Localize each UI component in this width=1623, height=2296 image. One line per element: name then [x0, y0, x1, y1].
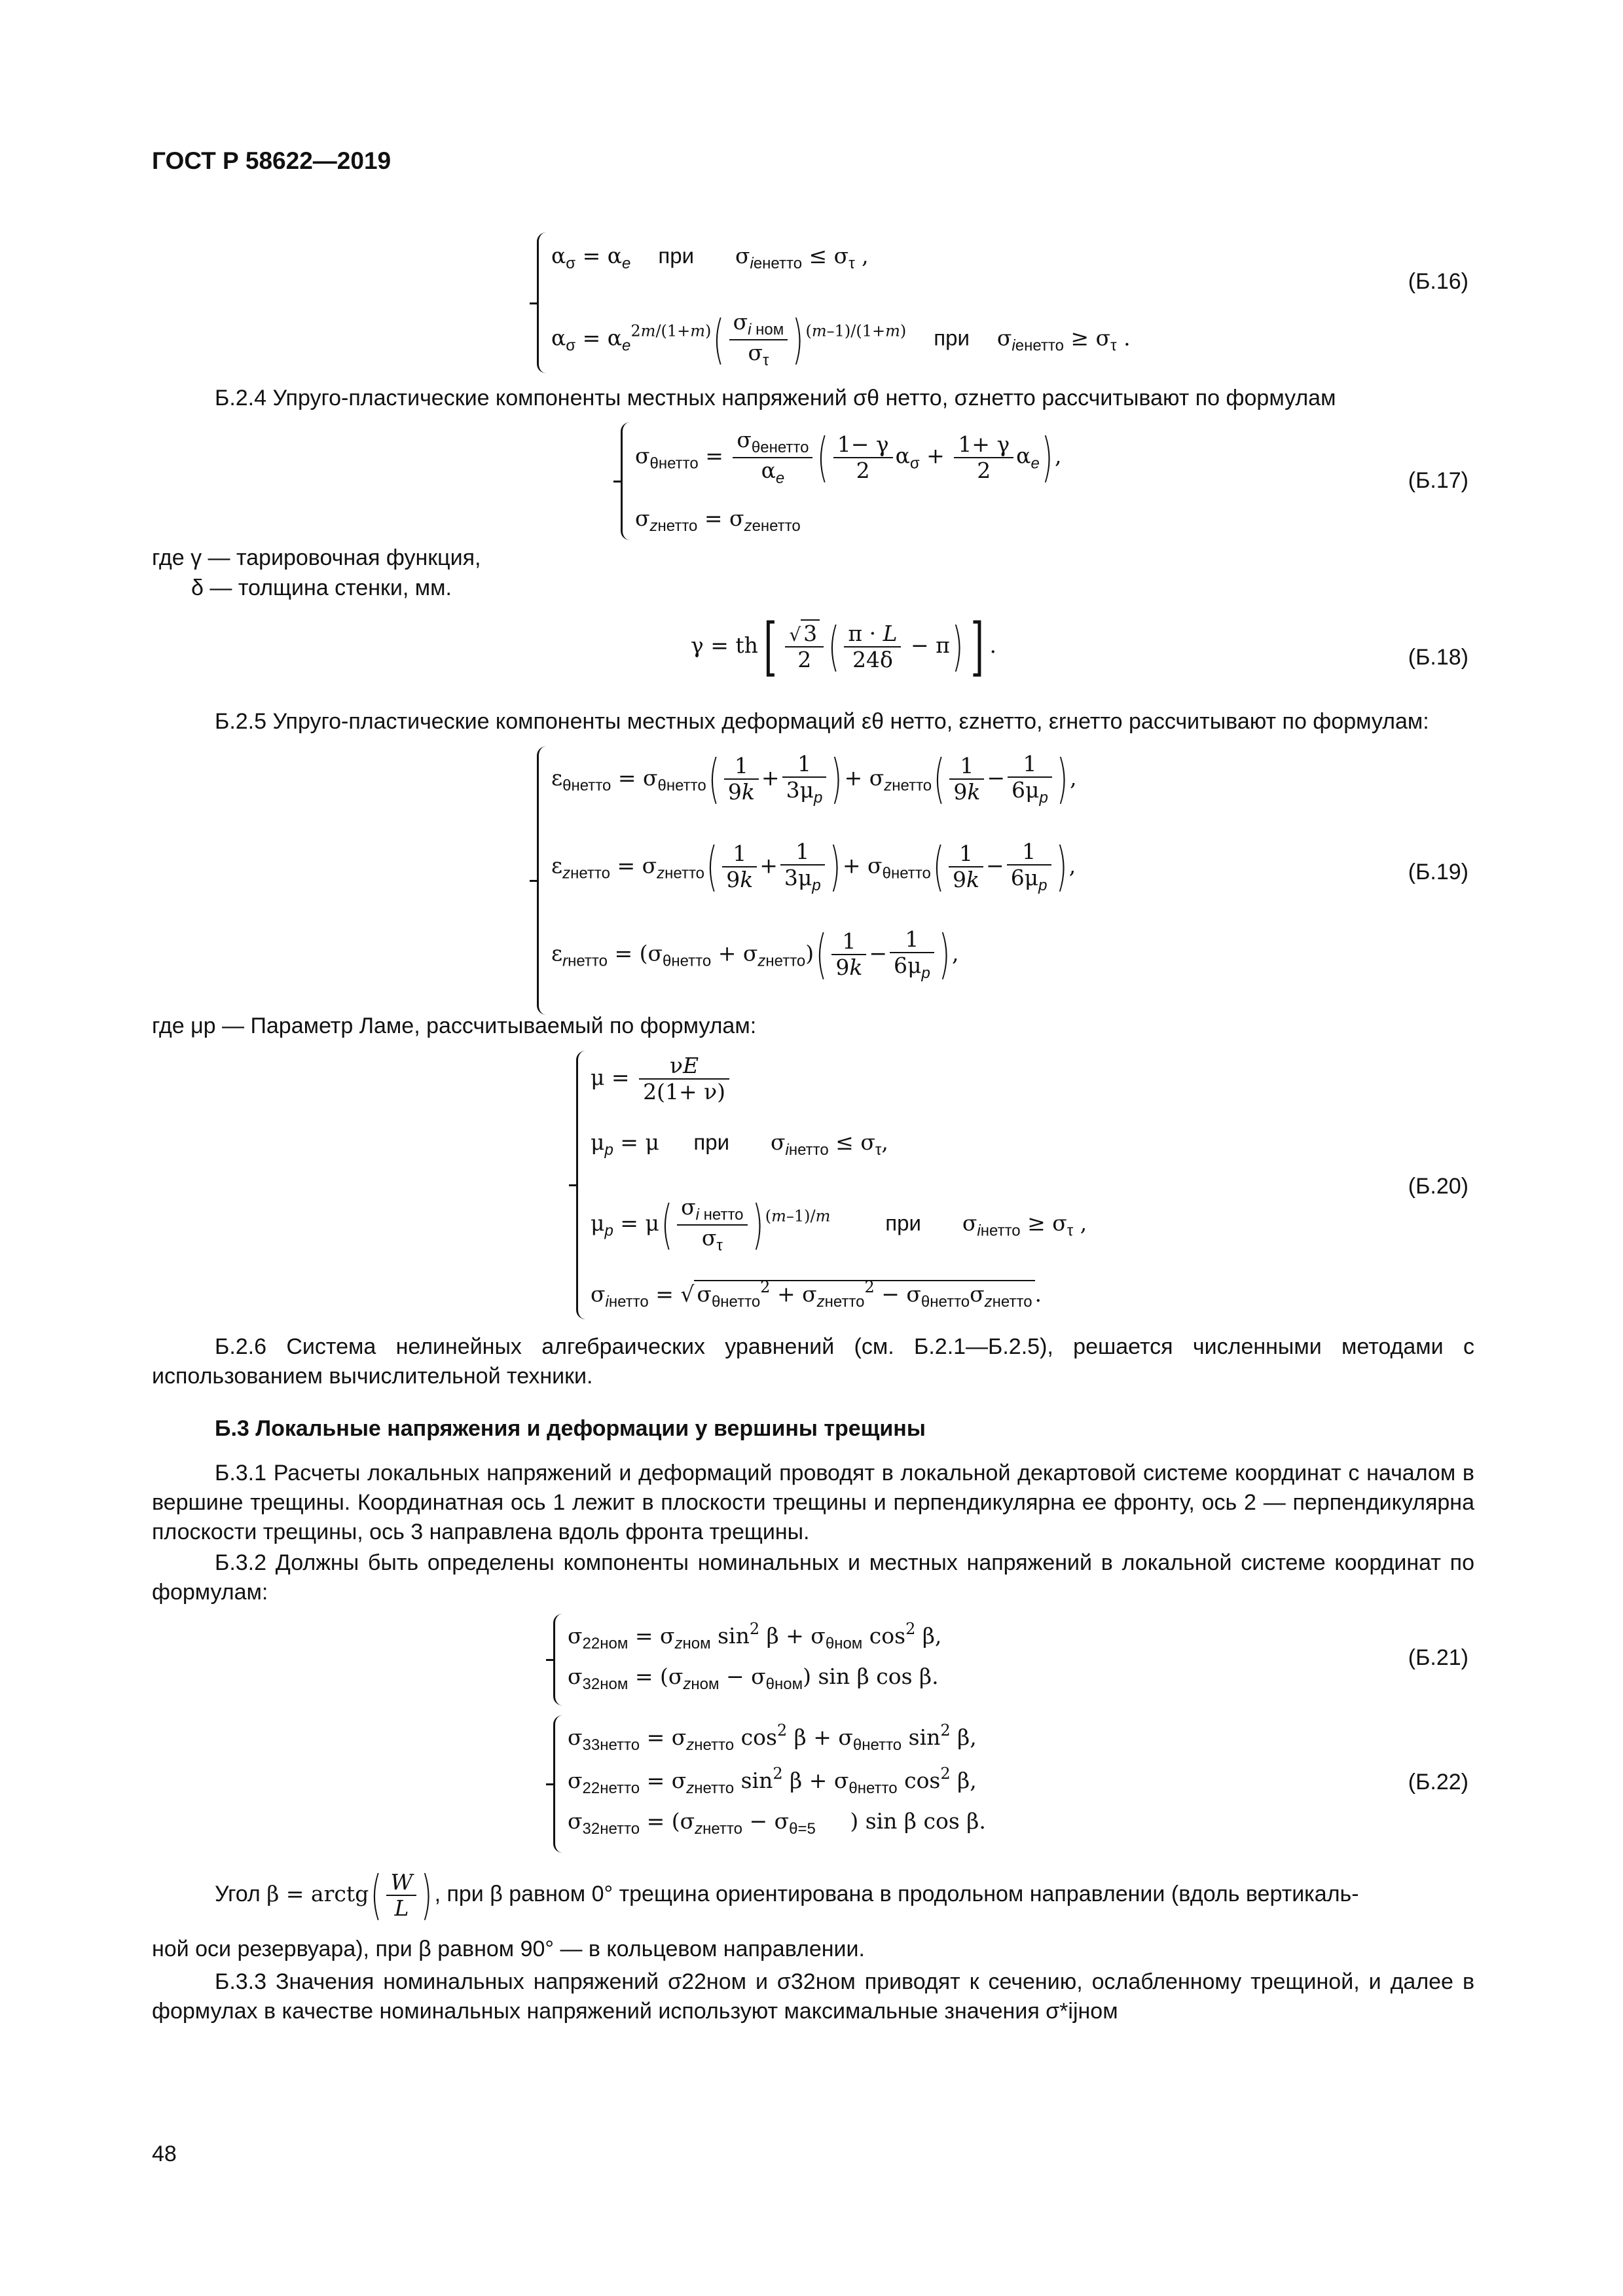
equation-b21: $\sigma_{22ном} = \sigma_{zном}$ $\sin^2 \beta + \sigma_{\theta ном}$ $\cos^2 \beta$, $\sigma_{32ном} = (\sigma_{zном} - \sigma_{\theta ном})$ sin β cos β.	[553, 1614, 1077, 1705]
equation-number-b22: (Б.22)	[1408, 1770, 1468, 1795]
angle-paragraph-continuation: ной оси резервуара), при β равном 90° — в кольцевом направлении.	[152, 1937, 865, 1961]
equation-number-b16: (Б.16)	[1408, 269, 1468, 294]
where-mu: где μp — Параметр Ламе, рассчитываемый по формулам:	[152, 1013, 757, 1038]
equation-number-b20: (Б.20)	[1408, 1174, 1468, 1199]
equation-b18: γ = th[ $\frac{√ 3}{2}$ ( $\frac{\pi \cdot L}{24\delta}$ − π) ] .	[691, 610, 996, 683]
equation-b16: $\alpha_\sigma = \alpha_e$ при $\sigma_{iенетто} \le \sigma_\tau$ , $\alpha_\sigma = \alpha_e^{2m/(1+m)}$( $\frac{\sigma_{i ном}}{\sigma_\tau}$ ) $^{(m-1)/(1+m)}$ при $\sigma_{iенетто} \ge \sigma_\tau$ .	[537, 232, 1126, 373]
equation-number-b21: (Б.21)	[1408, 1645, 1468, 1670]
section-title-b3: Б.3 Локальные напряжения и деформации у вершины трещины	[215, 1416, 926, 1441]
equation-b19: $\varepsilon_{\theta нетто} = \sigma_{\theta нетто}$( $\frac{1}{9k}$ + $\frac{1}{3\mu_p}$ )+ $\sigma_{zнетто}$( $\frac{1}{9k}$ − $\frac{1}{6\mu_p}$ ), $\varepsilon_{zнетто} = \sigma_{zнетто}$( $\frac{1}{9k}$ + $\frac{1}{3\mu_p}$ )+ $\sigma_{\theta нетто}$( $\frac{1}{9k}$ − $\frac{1}{6\mu_p}$ ), $\varepsilon_{rнетто} = (\sigma_{\theta нетто} + \sigma_{zнетто})$( $\frac{1}{9k}$ − $\frac{1}{6\mu_p}$ ),	[537, 746, 1192, 1015]
paragraph-b25: Б.2.5 Упруго-пластические компоненты местных деформаций εθ нетто, εzнетто, εrнетто рассчитывают по формулам:	[215, 709, 1429, 734]
angle-paragraph: Угол β = arctg( $\frac{W}{L}$ ), при β равном 0° трещина ориентирована в продольном направлении (вдоль вертикаль-	[215, 1865, 1359, 1925]
equation-number-b18: (Б.18)	[1408, 645, 1468, 670]
paragraph-b24: Б.2.4 Упруго-пластические компоненты местных напряжений σθ нетто, σzнетто рассчитывают по формулам	[215, 386, 1336, 410]
equation-number-b17: (Б.17)	[1408, 468, 1468, 493]
page-number: 48	[152, 2141, 177, 2166]
where-gamma: где γ — тарировочная функция,	[152, 545, 481, 570]
equation-b17: $\sigma_{\theta нетто}$ = $\frac{\sigma_{\theta енетто}}{\alpha_e}$ ( $\frac{1- \gamma}{2}$ $\alpha_\sigma$ + $\frac{1+ \gamma}{2}$ $\alpha_e$), $\sigma_{zнетто} = \sigma_{zенетто}$	[621, 422, 1144, 540]
paragraph-b31: Б.3.1 Расчеты локальных напряжений и деформаций проводят в локальной декартовой системе координат с началом в вершине трещины. Координатная ось 1 лежит в плоскости трещины и перпендикулярна ее фронту, ось 2 — перпендикулярна плоскости трещины, ось 3 направлена вдоль фронта трещины.	[152, 1461, 1474, 1544]
where-delta: δ — толщина стенки, мм.	[191, 575, 452, 600]
paragraph-b33: Б.3.3 Значения номинальных напряжений σ22ном и σ32ном приводят к сечению, ослабленному трещиной, и далее в формулах в качестве номинальных напряжений используют максимальные значения σ*ijном	[152, 1969, 1474, 2024]
paragraph-b26: Б.2.6 Система нелинейных алгебраических уравнений (см. Б.2.1—Б.2.5), решается численными методами с использованием вычислительной техники.	[152, 1334, 1474, 1389]
equation-b22: $\sigma_{33нетто} = \sigma_{zнетто}$ $\cos^2 \beta + \sigma_{\theta нетто}$ $\sin^2 \beta$, $\sigma_{22нетто} = \sigma_{zнетто}$ $\sin^2 \beta + \sigma_{\theta нетто}$ $\cos^2 \beta$, $\sigma_{32нетто} = (\sigma_{zнетто} - \sigma_{\theta=5}$ ) sin β cos β.	[553, 1715, 1110, 1853]
equation-number-b19: (Б.19)	[1408, 860, 1468, 884]
paragraph-b32: Б.3.2 Должны быть определены компоненты номинальных и местных напряжений в локальной системе координат по формулам:	[152, 1550, 1474, 1605]
document-header: ГОСТ Р 58622—2019	[152, 147, 392, 174]
equation-b20: μ = $\frac{\nu E}{2(1+ \nu)}$ $\mu_p = \mu$ при $\sigma_{iнетто} \le \sigma_\tau$, $\mu_p = \mu$( $\frac{\sigma_{i нетто}}{\sigma_\tau}$ ) $^{(m-1)/m}$ при $\sigma_{iнетто} \ge \sigma_\tau$ , $\sigma_{iнетто}$ = √ $\sigma_{\theta нетто}^2 + \sigma_{zнетто}^2 - \sigma_{\theta нетто}\sigma_{zнетто}$ .	[576, 1051, 1165, 1319]
